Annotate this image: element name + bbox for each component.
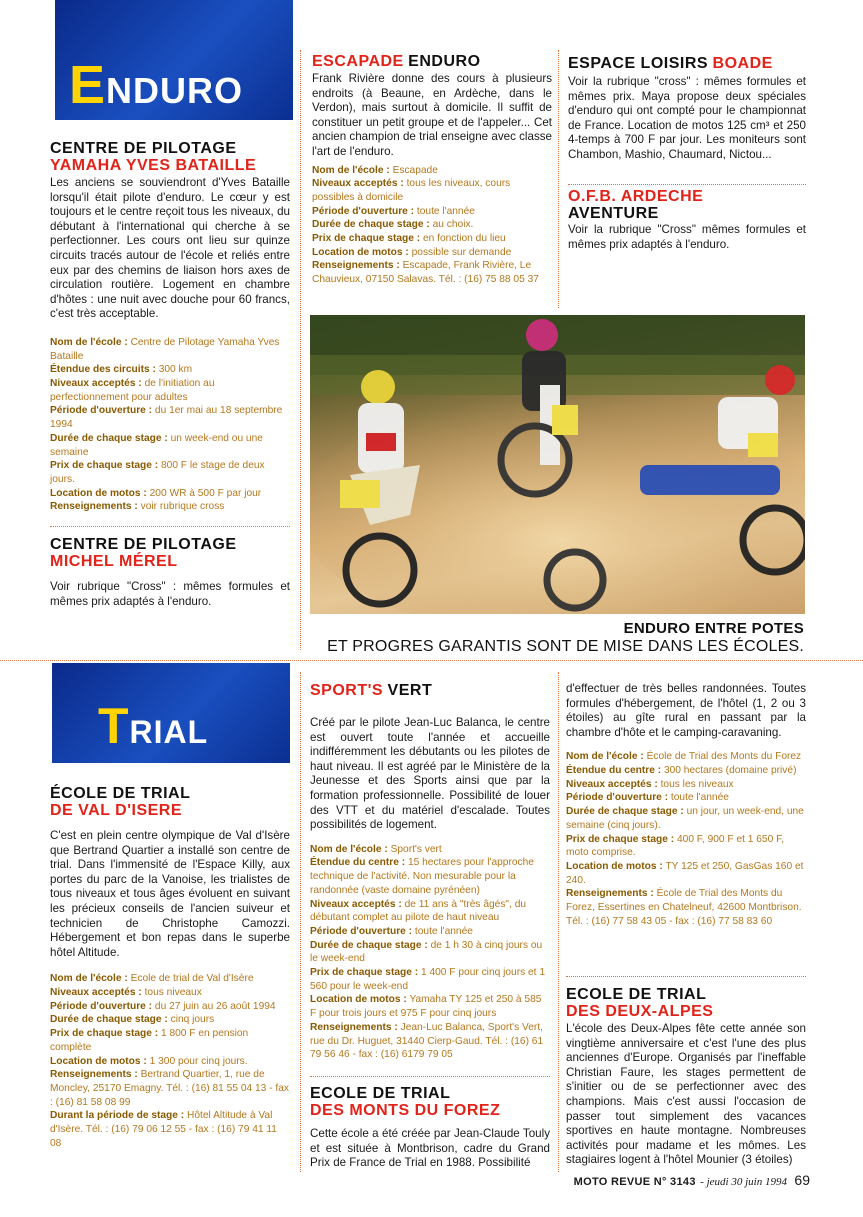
forez-body-continued: d'effectuer de très belles randonnées. Toutes formules d'hébergement, de l'hôtel (1, 2 ou 3 étoiles) au gîte rural en passant par la chambre d'hôte et le camping-caravaning. xyxy=(566,682,806,739)
info-line: Durée de chaque stage : de 1 h 30 à cinq jours ou le week-end xyxy=(310,939,543,965)
info-line: Prix de chaque stage : 800 F le stage de deux jours. xyxy=(50,460,265,485)
valdisere-body: C'est en plein centre olympique de Val d'Isère que Bertrand Quartier a installé son centre de trial. Dans l'immensité de l'Espace Killy, aux portes du parc de la Vanoise, les trialistes de tous niveaux et tous âges évoluent en suivant les précieux conseils de l'ancien suiveur et technicien de Christophe Camozzi. Hébergement et bon repas dans le superbe hôtel Altitude. xyxy=(50,829,290,959)
info-line: Niveaux acceptés : tous niveaux xyxy=(50,987,202,999)
ofb-body: Voir la rubrique "Cross" mêmes formules et mêmes prix adaptés à l'enduro. xyxy=(568,223,806,251)
boade-section xyxy=(568,55,806,163)
info-line: Nom de l'école : Centre de Pilotage Yamaha Yves Bataille xyxy=(50,336,280,362)
trial-banner xyxy=(52,663,290,763)
enduro-banner-first-letter: E xyxy=(69,55,107,115)
info-line: Location de motos : 1 300 pour cinq jours. xyxy=(50,1055,248,1067)
sportsvert-section xyxy=(310,682,550,1062)
info-line: Durée de chaque stage : un week-end ou une semaine xyxy=(50,432,263,458)
merel-section xyxy=(50,536,290,609)
info-line: Prix de chaque stage : 400 F, 900 F et 1 650 F, moto comprise. xyxy=(566,833,785,859)
info-line: Prix de chaque stage : 1 800 F en pension complète xyxy=(50,1028,249,1053)
divider xyxy=(568,184,806,185)
sportsvert-title-black: VERT xyxy=(387,682,433,699)
deuxalpes-section xyxy=(566,986,806,1168)
info-line: Niveaux acceptés : tous les niveaux xyxy=(566,778,734,790)
yamaha-title-line2: YAMAHA YVES BATAILLE xyxy=(50,157,257,174)
merel-body: Voir rubrique "Cross" : mêmes formules et mêmes prix adaptés à l'enduro. xyxy=(50,580,290,608)
info-line: Niveaux acceptés : tous les niveaux, cours possibles à domicile xyxy=(312,178,511,203)
boade-body: Voir la rubrique "cross" : mêmes formules et mêmes prix. Maya propose deux spéciales d'enduro qui ont compté pour le championnat de France. Location de motos 125 cm³ et 250 4-temps à 700 F par jour. Les moniteurs sont Chambon, Mashio, Chaumard, Nictou... xyxy=(568,75,806,161)
boade-title-red: BOADE xyxy=(712,55,773,72)
info-line: Durée de chaque stage : cinq jours xyxy=(50,1014,215,1026)
valdisere-title-line2: DE VAL D'ISERE xyxy=(50,802,183,819)
footer-page-number: 69 xyxy=(794,1172,810,1188)
info-line: Renseignements : École de Trial des Monts du Forez, Essertines en Chatelneuf, 42600 Montbrison. Tél. : (16) 77 58 43 05 - fax : (16) 77 58 83 60 xyxy=(566,888,802,927)
info-line: Période d'ouverture : toute l'année xyxy=(312,205,475,217)
trial-banner-title xyxy=(98,698,209,757)
info-line: Durée de chaque stage : au choix. xyxy=(312,219,474,231)
merel-title-line1: CENTRE DE PILOTAGE xyxy=(50,536,237,553)
forez-right-section xyxy=(566,682,806,929)
sportsvert-body: Créé par le pilote Jean-Luc Balanca, le centre est ouvert toute l'année et accueille indifféremment les débutants ou les pilotes de haut niveau. Il est agréé par le Ministère de la Jeunesse et des Sports ainsi que par la formation professionnelle. Possibilité de louer des VTT et du matériel d'escalade. Toutes possibilités de logement. xyxy=(310,716,550,832)
enduro-banner-title xyxy=(69,55,244,116)
info-line: Nom de l'école : Ecole de trial de Val d'Isère xyxy=(50,973,254,985)
divider xyxy=(50,526,290,527)
boade-title-black: ESPACE LOISIRS xyxy=(568,55,709,72)
photo-caption-line1: ENDURO ENTRE POTES xyxy=(623,620,804,637)
photo-caption-line2: ET PROGRES GARANTIS SONT DE MISE DANS LES ÉCOLES. xyxy=(327,638,804,655)
info-line: Période d'ouverture : toute l'année xyxy=(566,792,729,804)
enduro-banner xyxy=(55,0,293,120)
column-divider xyxy=(300,672,301,1172)
footer-date: - jeudi 30 juin 1994 xyxy=(700,1176,787,1188)
info-line: Période d'ouverture : du 1er mai au 18 septembre 1994 xyxy=(50,405,283,431)
boade-title xyxy=(568,55,806,73)
info-line: Étendue du centre : 300 hectares (domaine privé) xyxy=(566,765,797,777)
forez-body-start: Cette école a été créée par Jean-Claude Touly et est située à Montbrison, cadre du Grand Prix de France de Trial en 1988. Possibilité xyxy=(310,1127,550,1170)
page-footer xyxy=(560,1172,810,1190)
escapade-title xyxy=(312,53,552,71)
valdisere-section xyxy=(50,785,290,1150)
info-line: Niveaux acceptés : de 11 ans à "très âgés", du débutant complet au pilote de haut niveau xyxy=(310,898,527,924)
ofb-title-black: AVENTURE xyxy=(568,205,659,222)
trial-banner-rest: RIAL xyxy=(129,714,209,750)
escapade-body: Frank Rivière donne des cours à plusieurs endroits (à Beaune, en Ardèche, dans le Verdon), mais surtout à domicile. Il suffit de constituer un petit groupe et de l'appeler... Cet ancien champion de trial enseigne avec classe l'art de l'enduro. xyxy=(312,72,552,158)
info-line: Étendue des circuits : 300 km xyxy=(50,364,193,376)
deuxalpes-body: L'école des Deux-Alpes fête cette année son vingtième anniversaire et c'est l'une des plus anciennes d'Europe. Organisés par l'ineffable Christian Faure, les stages permettent de s'initier ou de se perfectionner avec des champions. Mais c'est aussi l'occasion de passer tout simplement des vacances sportives en haute montagne. Nombreuses activités pour madame et les mômes. Les stagiaires logent à l'hôtel Mounier (3 étoiles) xyxy=(566,1022,806,1167)
deuxalpes-title-line2: DES DEUX-ALPES xyxy=(566,1003,714,1020)
info-line: Nom de l'école : Escapade xyxy=(312,164,438,176)
sportsvert-title xyxy=(310,682,550,700)
valdisere-title-line1: ÉCOLE DE TRIAL xyxy=(50,785,191,802)
forez-title-line2: DES MONTS DU FOREZ xyxy=(310,1102,501,1119)
enduro-photo xyxy=(310,315,805,614)
info-line: Nom de l'école : École de Trial des Monts du Forez xyxy=(566,751,802,763)
column-divider xyxy=(558,50,559,308)
ofb-title-red: O.F.B. ARDECHE xyxy=(568,188,704,205)
column-divider xyxy=(300,50,301,650)
escapade-title-black: ENDURO xyxy=(408,53,481,70)
valdisere-info xyxy=(50,972,290,1150)
info-line: Location de motos : possible sur demande xyxy=(312,246,512,258)
sportsvert-info xyxy=(310,843,550,1062)
escapade-section xyxy=(312,53,552,287)
info-line: Prix de chaque stage : en fonction du lieu xyxy=(312,233,506,245)
escapade-info xyxy=(312,164,552,287)
escapade-title-red: ESCAPADE xyxy=(312,53,404,70)
enduro-riders-illustration xyxy=(310,315,805,614)
info-line: Renseignements : Escapade, Frank Rivière, Le Chauvieux, 07150 Salavas. Tél. : (16) 75 88 05 37 xyxy=(312,260,539,286)
info-line: Durant la période de stage : Hôtel Altitude à Val d'Isère. Tél. : (16) 79 06 12 55 - fax : (16) 79 41 11 08 xyxy=(50,1110,277,1149)
ofb-section xyxy=(568,188,806,252)
yamaha-info xyxy=(50,336,290,514)
info-line: Renseignements : Jean-Luc Balanca, Sport's Vert, rue du Dr. Huguet, 31440 Cierp-Gaud. Tél. : (16) 61 79 56 46 - fax : (16) 6179 79 05 xyxy=(310,1021,544,1061)
yamaha-body: Les anciens se souviendront d'Yves Bataille lorsqu'il était pilote d'enduro. Le cœur y est toujours et le centre reçoit tous les niveaux, du débutant à l'international qui cherche à se perfectionner. Les cours ont lieu sur quinze circuits tracés autour de l'école et reliés entre eux par des chemins de liaison hors axes de circulation routière. Logement en chambre d'hôtes : une nuit avec douche pour 60 francs, c'est très acceptable. xyxy=(50,176,290,321)
merel-title-line2: MICHEL MÉREL xyxy=(50,553,178,570)
enduro-banner-rest: NDURO xyxy=(106,70,244,111)
column-divider xyxy=(558,672,559,1172)
divider xyxy=(566,976,806,977)
forez-info xyxy=(566,750,806,928)
yamaha-section xyxy=(50,140,290,514)
info-line: Étendue du centre : 15 hectares pour l'approche technique de l'activité. Non mesurable pour la randonnée (vaste domaine pyrénéen) xyxy=(310,857,534,896)
divider xyxy=(310,1076,550,1077)
trial-banner-first-letter: T xyxy=(98,698,130,754)
info-line: Location de motos : 200 WR à 500 F par jour xyxy=(50,487,262,499)
info-line: Location de motos : TY 125 et 250, GasGas 160 et 240. xyxy=(566,861,804,886)
info-line: Niveaux acceptés : de l'initiation au perfectionnement pour adultes xyxy=(50,378,215,403)
info-line: Location de motos : Yamaha TY 125 et 250 à 585 F pour trois jours et 975 F pour cinq jours xyxy=(310,994,542,1020)
deuxalpes-title-line1: ECOLE DE TRIAL xyxy=(566,986,707,1003)
info-line: Période d'ouverture : toute l'année xyxy=(310,925,473,937)
info-line: Durée de chaque stage : un jour, un week-end, une semaine (cinq jours). xyxy=(566,806,804,831)
forez-title-line1: ECOLE DE TRIAL xyxy=(310,1085,451,1102)
section-divider xyxy=(0,660,863,661)
sportsvert-title-red: SPORT'S xyxy=(310,682,384,699)
forez-left-section xyxy=(310,1085,550,1171)
info-line: Renseignements : Bertrand Quartier, 1, rue de Moncley, 25170 Emagny. Tél. : (16) 81 55 04 13 - fax : (16) 81 58 08 99 xyxy=(50,1069,289,1108)
info-line: Renseignements : voir rubrique cross xyxy=(50,501,225,513)
info-line: Période d'ouverture : du 27 juin au 26 août 1994 xyxy=(50,1000,276,1012)
info-line: Nom de l'école : Sport's vert xyxy=(310,843,442,855)
yamaha-title-line1: CENTRE DE PILOTAGE xyxy=(50,140,237,157)
info-line: Prix de chaque stage : 1 400 F pour cinq jours et 1 560 pour le week-end xyxy=(310,967,546,992)
footer-magazine: MOTO REVUE N° 3143 xyxy=(573,1176,696,1188)
